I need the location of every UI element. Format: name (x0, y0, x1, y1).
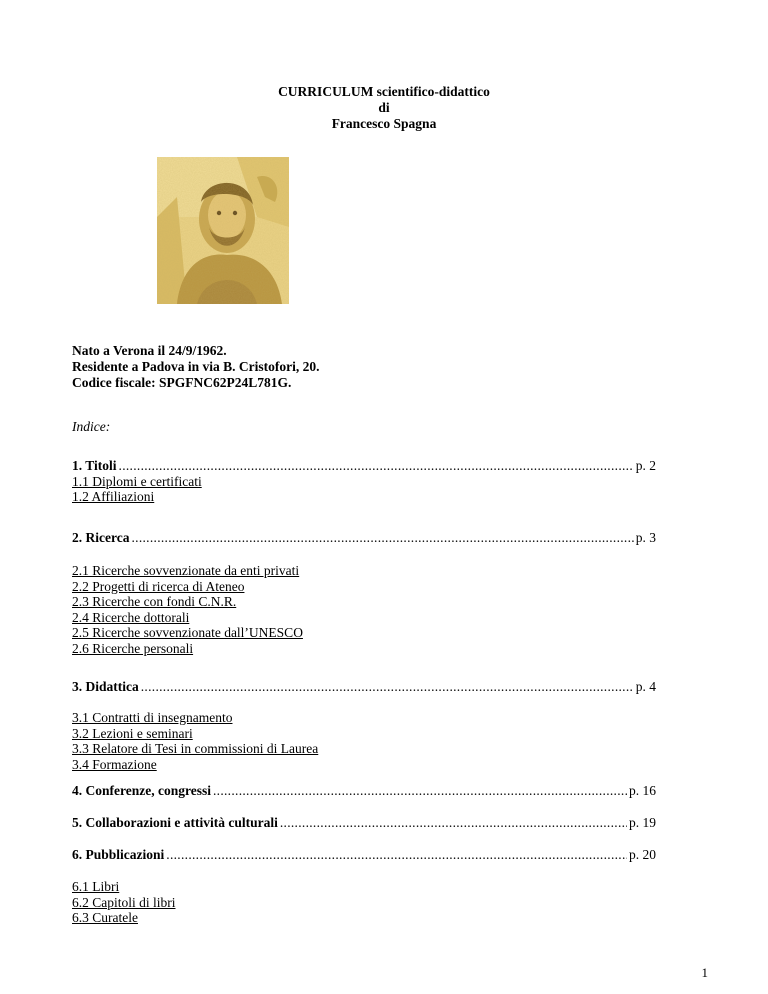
toc-sub-link[interactable]: 6.1 Libri (72, 879, 120, 894)
toc-line[interactable] (72, 679, 656, 695)
toc-section-pubblicazioni (72, 847, 656, 863)
toc-page: p. 3 (635, 530, 656, 545)
toc-page: p. 2 (635, 458, 656, 473)
cv-title-block (0, 84, 768, 132)
birth-info: Nato a Verona il 24/9/1962. (72, 343, 227, 358)
toc-page: p. 19 (629, 815, 656, 830)
toc-label: 4. Conferenze, congressi (72, 783, 211, 798)
toc-label: 3. Didattica (72, 679, 139, 694)
toc-sub-link[interactable]: 6.3 Curatele (72, 910, 138, 925)
toc-label: 6. Pubblicazioni (72, 847, 165, 862)
toc-section-didattica (72, 679, 656, 695)
toc-subsection-didattica (72, 710, 656, 772)
toc-section-conferenze (72, 783, 656, 799)
residence-info: Residente a Padova in via B. Cristofori, 20. (72, 359, 320, 374)
toc-line[interactable] (72, 530, 656, 546)
toc-page: p. 4 (635, 679, 656, 694)
toc-page: p. 20 (629, 847, 656, 862)
toc-sub-link[interactable]: 6.2 Capitoli di libri (72, 894, 176, 910)
toc-section-collaborazioni (72, 815, 656, 831)
toc-line[interactable] (72, 815, 656, 831)
toc-sub-link[interactable]: 2.2 Progetti di ricerca di Ateneo (72, 578, 245, 594)
fiscal-code: Codice fiscale: SPGFNC62P24L781G. (72, 375, 292, 390)
toc-sub-link[interactable]: 2.4 Ricerche dottorali (72, 609, 190, 625)
toc-sub-link[interactable]: 3.2 Lezioni e seminari (72, 725, 193, 741)
toc-sub-link[interactable]: 2.5 Ricerche sovvenzionate dall’UNESCO (72, 625, 303, 640)
toc-sub-link[interactable]: 1.1 Diplomi e certificati (72, 473, 202, 489)
toc-label: 2. Ricerca (72, 530, 130, 545)
toc-sub-link[interactable]: 3.3 Relatore di Tesi in commissioni di Laurea (72, 741, 319, 756)
cv-title-di: di (378, 100, 390, 115)
toc-leader (119, 458, 634, 474)
toc-leader (213, 783, 627, 799)
toc-sub-link[interactable]: 3.1 Contratti di insegnamento (72, 710, 233, 725)
cv-title: CURRICULUM scientifico-didattico (278, 84, 490, 99)
toc-sub-link[interactable]: 3.4 Formazione (72, 756, 157, 772)
portrait-photo (157, 157, 289, 304)
toc-label: 5. Collaborazioni e attività culturali (72, 815, 278, 830)
page-number: 1 (701, 965, 708, 980)
toc-section-ricerca (72, 530, 656, 546)
cv-author-name: Francesco Spagna (331, 116, 437, 131)
toc-sub-link[interactable]: 2.1 Ricerche sovvenzionate da enti privati (72, 563, 300, 578)
index-label: Indice: (72, 419, 111, 434)
toc-leader (166, 847, 627, 863)
toc-subsection-pubblicazioni (72, 879, 656, 926)
toc-label: 1. Titoli (72, 458, 117, 473)
toc-line[interactable] (72, 458, 656, 474)
toc-sub-link[interactable]: 2.6 Ricerche personali (72, 640, 194, 656)
toc-subsection-ricerca (72, 563, 656, 656)
personal-info (72, 343, 320, 391)
toc-line[interactable] (72, 783, 656, 799)
toc-sub-link[interactable]: 2.3 Ricerche con fondi C.N.R. (72, 594, 237, 609)
toc-section-titoli (72, 458, 656, 505)
toc-line[interactable] (72, 847, 656, 863)
toc-leader (141, 679, 634, 695)
toc-leader (280, 815, 627, 831)
toc-leader (131, 530, 633, 546)
toc-sub-link[interactable]: 1.2 Affiliazioni (72, 489, 155, 504)
toc-page: p. 16 (629, 783, 656, 798)
